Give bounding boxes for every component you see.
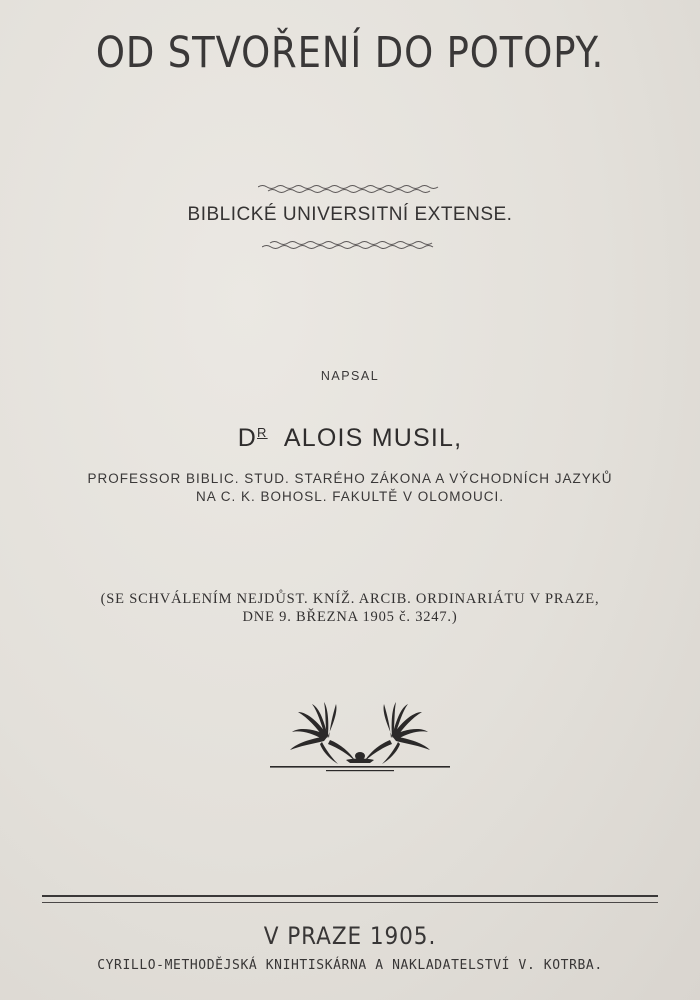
author-prefix-d: D bbox=[237, 424, 258, 452]
floral-ornament-icon bbox=[270, 700, 450, 775]
author-prefix-r: R bbox=[257, 425, 268, 440]
divider-rule-thick bbox=[42, 895, 658, 897]
wavy-rule-top bbox=[258, 184, 442, 194]
affiliation-line-2: NA C. K. BOHOSL. FAKULTĚ V OLOMOUCI. bbox=[195, 489, 505, 504]
book-title: OD STVOŘENÍ DO POTOPY. bbox=[95, 28, 605, 78]
approval-line-2: DNE 9. BŘEZNA 1905 č. 3247.) bbox=[242, 609, 458, 625]
byline-label: NAPSAL bbox=[320, 369, 380, 383]
approval-line-1: (SE SCHVÁLENÍM NEJDŮST. KNÍŽ. ARCIB. ORDINARIÁTU V PRAZE, bbox=[100, 591, 600, 607]
place-year: V PRAZE 1905. bbox=[263, 922, 437, 950]
author-name: ALOIS MUSIL, bbox=[283, 424, 463, 452]
wavy-rule-bottom bbox=[262, 240, 438, 250]
author-line bbox=[0, 424, 700, 453]
printer-imprint: CYRILLO-METHODĚJSKÁ KNIHTISKÁRNA A NAKLADATELSTVÍ V. KOTRBA. bbox=[97, 958, 603, 973]
subtitle: BIBLICKÉ UNIVERSITNÍ EXTENSE. bbox=[187, 204, 513, 225]
divider-rule-thin bbox=[42, 902, 658, 903]
affiliation-line-1: PROFESSOR BIBLIC. STUD. STARÉHO ZÁKONA A VÝCHODNÍCH JAZYKŮ bbox=[87, 471, 613, 486]
